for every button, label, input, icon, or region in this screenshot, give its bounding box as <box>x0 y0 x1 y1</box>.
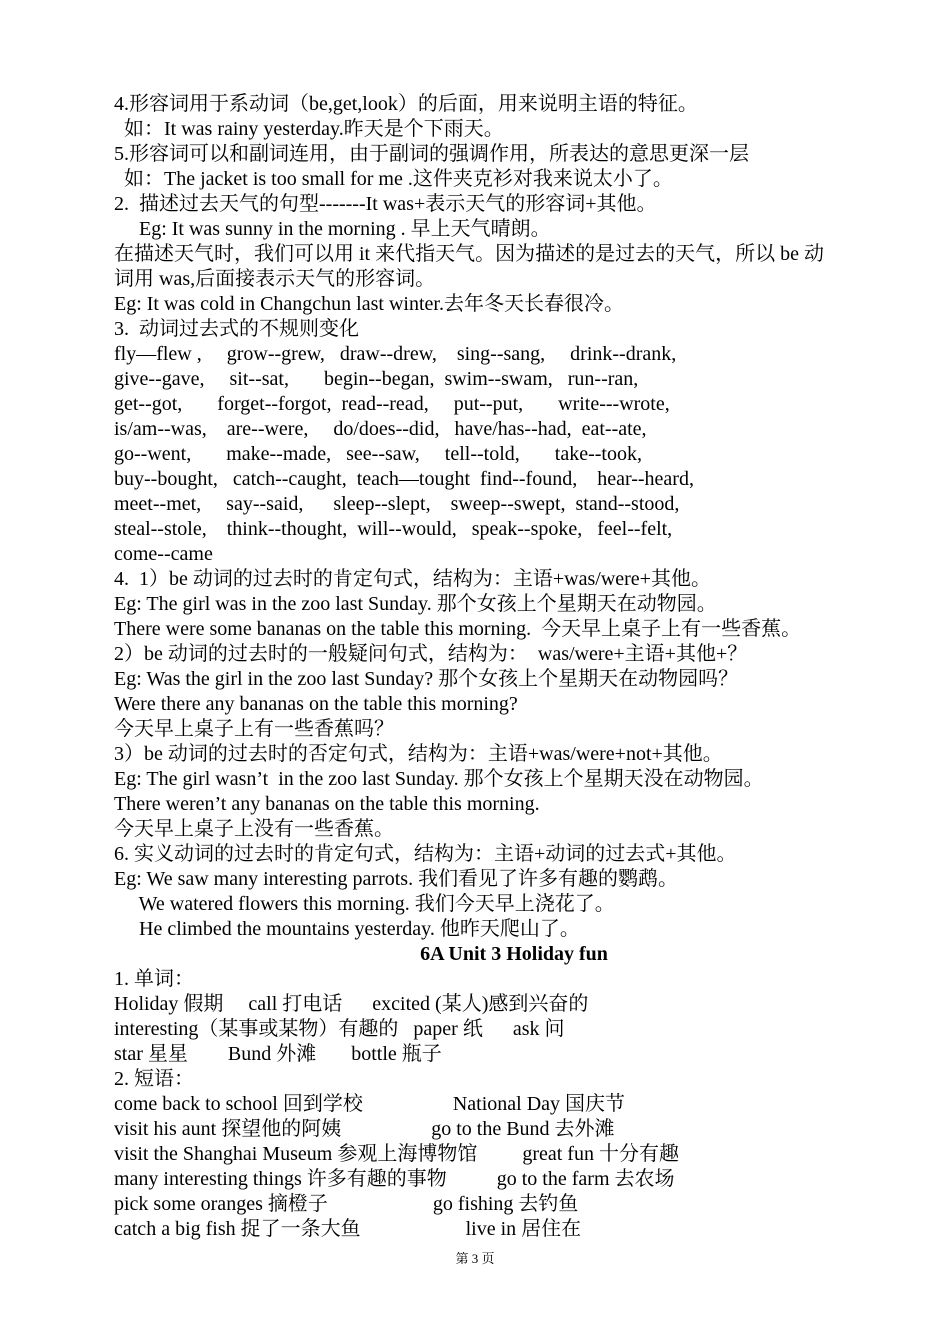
vocabulary-section <box>114 967 914 1242</box>
text-line: 如：It was rainy yesterday.昨天是个下雨天。 <box>114 118 504 140</box>
unit-heading: 6A Unit 3 Holiday fun <box>420 943 608 965</box>
document-body <box>114 92 914 1242</box>
text-line: Eg: The girl was in the zoo last Sunday. 那个女孩上个星期天在动物园。 <box>114 593 717 615</box>
text-line: 6. 实义动词的过去时的肯定句式，结构为：主语+动词的过去式+其他。 <box>114 843 737 865</box>
text-line: 如：The jacket is too small for me .这件夹克衫对我来说太小了。 <box>114 168 673 190</box>
text-line: 2）be 动词的过去时的一般疑问句式，结构为： was/were+主语+其他+？ <box>114 643 748 665</box>
text-line: get--got, forget--forgot, read--read, put--put, write---wrote, <box>114 393 670 415</box>
text-line: visit the Shanghai Museum 参观上海博物馆 great fun 十分有趣 <box>114 1143 679 1165</box>
text-line: pick some oranges 摘橙子 go fishing 去钓鱼 <box>114 1193 579 1215</box>
text-line: Eg: The girl wasn’t in the zoo last Sunday. 那个女孩上个星期天没在动物园。 <box>114 768 764 790</box>
text-line: Eg: It was sunny in the morning . 早上天气晴朗。 <box>114 218 551 240</box>
text-line: 3）be 动词的过去时的否定句式，结构为：主语+was/were+not+其他。 <box>114 743 723 765</box>
text-line: 今天早上桌子上有一些香蕉吗？ <box>114 718 394 740</box>
text-line: Eg: We saw many interesting parrots. 我们看见了许多有趣的鹦鹉。 <box>114 868 679 890</box>
text-line: 4.形容词用于系动词（be,get,look）的后面，用来说明主语的特征。 <box>114 93 698 115</box>
text-line: 5.形容词可以和副词连用，由于副词的强调作用，所表达的意思更深一层 <box>114 143 749 165</box>
text-line: 2. 短语： <box>114 1068 194 1090</box>
text-line: many interesting things 许多有趣的事物 go to the farm 去农场 <box>114 1168 675 1190</box>
text-line: 1. 单词： <box>114 968 194 990</box>
text-line: fly—flew , grow--grew, draw--drew, sing--sang, drink--drank, <box>114 343 677 365</box>
text-line: 在描述天气时，我们可以用 it 来代指天气。因为描述的是过去的天气，所以 be 动 <box>114 243 824 265</box>
text-line: come back to school 回到学校 National Day 国庆节 <box>114 1093 626 1115</box>
grammar-notes <box>114 92 914 942</box>
text-line: go--went, make--made, see--saw, tell--told, take--took, <box>114 443 642 465</box>
text-line: He climbed the mountains yesterday. 他昨天爬山了。 <box>114 918 580 940</box>
text-line: meet--met, say--said, sleep--slept, sweep--swept, stand--stood, <box>114 493 680 515</box>
text-line: catch a big fish 捉了一条大鱼 live in 居住在 <box>114 1218 582 1240</box>
text-line: 3. 动词过去式的不规则变化 <box>114 318 359 340</box>
text-line: steal--stole, think--thought, will--would, speak--spoke, feel--felt, <box>114 518 673 540</box>
text-line: 词用 was,后面接表示天气的形容词。 <box>114 268 436 290</box>
text-line: 2. 描述过去天气的句型-------It was+表示天气的形容词+其他。 <box>114 193 657 215</box>
text-line: 今天早上桌子上没有一些香蕉。 <box>114 818 394 840</box>
text-line: There weren’t any bananas on the table this morning. <box>114 793 540 815</box>
text-line: Holiday 假期 call 打电话 excited (某人)感到兴奋的 <box>114 993 589 1015</box>
text-line: 4. 1）be 动词的过去时的肯定句式，结构为：主语+was/were+其他。 <box>114 568 711 590</box>
text-line: We watered flowers this morning. 我们今天早上浇花了。 <box>114 893 615 915</box>
text-line: interesting（某事或某物）有趣的 paper 纸 ask 问 <box>114 1018 565 1040</box>
text-line: Eg: Was the girl in the zoo last Sunday? 那个女孩上个星期天在动物园吗？ <box>114 668 739 690</box>
text-line: buy--bought, catch--caught, teach—tought find--found, hear--heard, <box>114 468 694 490</box>
text-line: give--gave, sit--sat, begin--began, swim--swam, run--ran, <box>114 368 639 390</box>
text-line: is/am--was, are--were, do/does--did, have/has--had, eat--ate, <box>114 418 647 440</box>
text-line: Were there any bananas on the table this morning? <box>114 693 518 715</box>
text-line: come--came <box>114 543 213 565</box>
text-line: There were some bananas on the table this morning. 今天早上桌子上有一些香蕉。 <box>114 618 802 640</box>
text-line: visit his aunt 探望他的阿姨 go to the Bund 去外滩 <box>114 1118 615 1140</box>
text-line: Eg: It was cold in Changchun last winter.去年冬天长春很冷。 <box>114 293 624 315</box>
page-number: 第 3 页 <box>455 1251 495 1266</box>
text-line: star 星星 Bund 外滩 bottle 瓶子 <box>114 1043 442 1065</box>
